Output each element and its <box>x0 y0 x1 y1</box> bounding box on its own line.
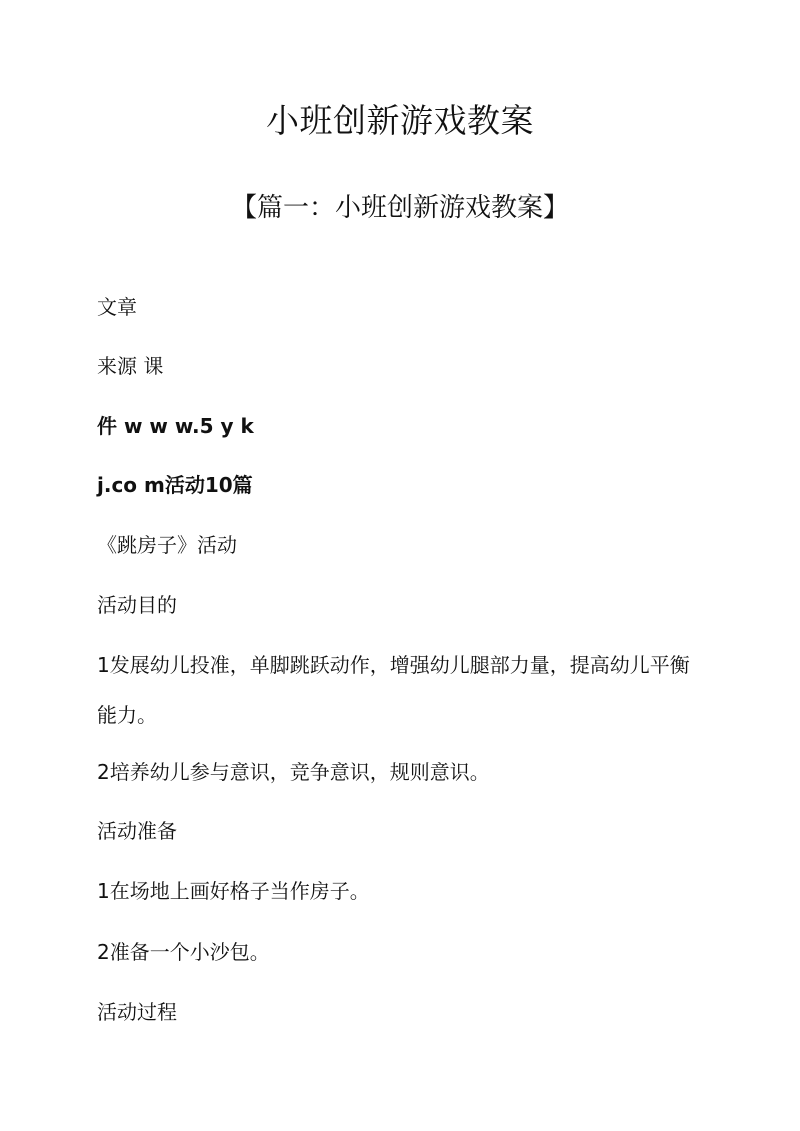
section-heading-process: 活动过程 <box>97 1000 177 1024</box>
goal-item-1: 1发展幼儿投准，单脚跳跃动作，增强幼儿腿部力量，提高幼儿平衡 <box>97 653 690 677</box>
goal-item-1-continuation: 能力。 <box>97 703 157 727</box>
body-line-source: 来源 课 <box>97 354 164 378</box>
section-heading-goals: 活动目的 <box>97 593 177 617</box>
goal-item-2: 2培养幼儿参与意识，竞争意识，规则意识。 <box>97 760 490 784</box>
document-subtitle: 【篇一：小班创新游戏教案】 <box>230 193 569 223</box>
body-line-url-part-1: 件 w w w.5 y k <box>97 414 254 438</box>
document-title: 小班创新游戏教案 <box>266 101 534 140</box>
preparation-item-2: 2准备一个小沙包。 <box>97 940 270 964</box>
preparation-item-1: 1在场地上画好格子当作房子。 <box>97 879 370 903</box>
section-heading-preparation: 活动准备 <box>97 819 177 843</box>
body-line-article: 文章 <box>97 295 137 319</box>
activity-title: 《跳房子》活动 <box>97 533 237 557</box>
body-line-url-part-2: j.co m活动10篇 <box>97 473 253 497</box>
